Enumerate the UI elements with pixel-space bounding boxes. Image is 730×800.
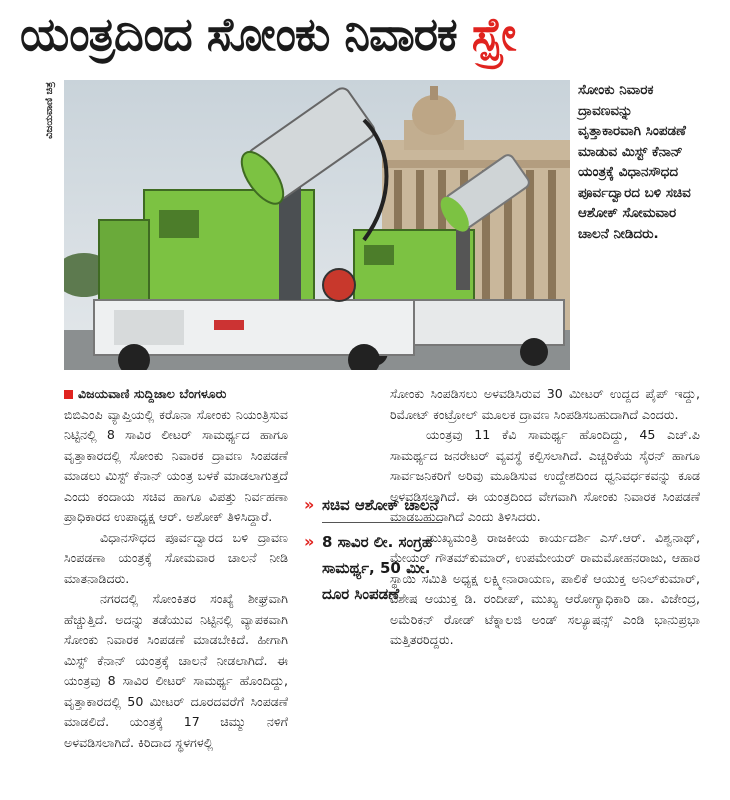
byline-marker — [64, 390, 73, 399]
paragraph: ಯಂತ್ರವು 11 ಕೆವಿ ಸಾಮರ್ಥ್ಯ ಹೊಂದಿದ್ದು, 45 ಎಚ್.ಪಿ ಸಾಮರ್ಥ್ಯದ ಜನರೇಟರ್ ವ್ಯವಸ್ಥೆ ಕಲ್ಪಿಸಲಾಗಿದೆ. ಎಚ್ಚರಿಕೆಯ ಸೈರನ್ ಹಾಗೂ ಸಾರ್ವಜನಿಕರಿಗೆ ಅರಿವು ಮೂಡಿಸುವ ಉದ್ದೇಶದಿಂದ ಧ್ವನಿವರ್ಧಕವನ್ನು ಕೂಡ ಅಳವಡಿಸಲಾಗಿದೆ. ಈ ಯಂತ್ರದಿಂದ ವೇಗವಾಗಿ ಸೋಂಕು ನಿವಾರಕ ಸಿಂಪಡಣೆ ಮಾಡಬಹುದಾಗಿದೆ ಎಂದು ತಿಳಿಸಿದರು. — [390, 427, 700, 524]
right-column — [390, 384, 700, 651]
pull-quote-text: ಸಚಿವ ಆಶೋಕ್ ಚಾಲನೆ — [322, 496, 439, 514]
paragraph: ನಗರದಲ್ಲಿ ಸೋಂಕಿತರ ಸಂಖ್ಯೆ ಶೀಘ್ರವಾಗಿ ಹೆಚ್ಚುತ್ತಿದೆ. ಅದನ್ನು ತಡೆಯುವ ನಿಟ್ಟಿನಲ್ಲಿ ವ್ಯಾಪಕವಾಗಿ ಸೋಂಕು ನಿವಾರಕ ಸಿಂಪಡಣೆ ಮಾಡಬೇಕಿದೆ. ಹೀಗಾಗಿ ಮಿಸ್ಟ್ ಕೆನಾನ್ ಯಂತ್ರಕ್ಕೆ ಚಾಲನೆ ನೀಡಲಾಗಿದೆ. ಈ ಯಂತ್ರವು 8 ಸಾವಿರ ಲೀಟರ್ ಸಾಮರ್ಥ್ಯ ಹೊಂದಿದ್ದು, ವೃತ್ತಾಕಾರದಲ್ಲಿ 50 ಮೀಟರ್ ದೂರದವರೆಗೆ ಸಿಂಪಡಣೆ ಮಾಡಲಿದೆ. ಯಂತ್ರಕ್ಕೆ 17 ಚಿಮ್ಮು ನಳಿಗೆ ಅಳವಡಿಸಲಾಗಿದೆ. ಕಿರಿದಾದ ಸ್ಥಳಗಳಲ್ಲಿ — [64, 591, 288, 750]
paragraph: ಬಿಬಿಎಂಪಿ ವ್ಯಾಪ್ತಿಯಲ್ಲಿ ಕರೊನಾ ಸೋಂಕು ನಿಯಂತ್ರಿಸುವ ನಿಟ್ಟಿನಲ್ಲಿ 8 ಸಾವಿರ ಲೀಟರ್ ಸಾಮರ್ಥ್ಯದ ಹಾಗೂ ವೃತ್ತಾಕಾರದಲ್ಲಿ ಸೋಂಕು ನಿವಾರಕ ದ್ರಾವಣ ಸಿಂಪಡಣೆ ಮಾಡಲು ಮಿಸ್ಟ್ ಕೆನಾನ್ ಯಂತ್ರ ಬಳಕೆ ಮಾಡಲಾಗುತ್ತದೆ ಎಂದು ಕಂದಾಯ ಸಚಿವ ಹಾಗೂ ವಿಪತ್ತು ನಿರ್ವಹಣಾ ಪ್ರಾಧಿಕಾರದ ಉಪಾಧ್ಯಕ್ಷ ಆರ್. ಅಶೋಕ್ ತಿಳಿಸಿದ್ದಾರೆ. — [64, 406, 288, 524]
paragraph: ವಿಧಾನಸೌಧದ ಪೂರ್ವದ್ವಾರದ ಬಳಿ ದ್ರಾವಣ ಸಿಂಪಡಣಾ ಯಂತ್ರಕ್ಕೆ ಸೋಮವಾರ ಚಾಲನೆ ನೀಡಿ ಮಾತನಾಡಿದರು. — [64, 529, 288, 586]
headline-main: ಯಂತ್ರದಿಂದ ಸೋಂಕು ನಿವಾರಕ — [20, 7, 472, 61]
headline — [20, 4, 710, 64]
photo-credit: ವಿಜಯವಾಣಿ ಚಿತ್ರ — [44, 82, 55, 139]
paragraph: ಸೋಂಕು ಸಿಂಪಡಿಸಲು ಅಳವಡಿಸಿರುವ 30 ಮೀಟರ್ ಉದ್ದದ ಪೈಪ್ ಇದ್ದು, ರಿಮೋಟ್ ಕಂಟ್ರೋಲ್ ಮೂಲಕ ದ್ರಾವಣ ಸಿಂಪಡಿಸಬಹುದಾಗಿದೆ ಎಂದರು. — [390, 386, 700, 422]
pull-quote-text: 8 ಸಾವಿರ ಲೀ. ಸಂಗ್ರಹ ಸಾಮರ್ಥ್ಯ, 50 ಮೀ. ದೂರ ಸಿಂಪಡಣೆ — [322, 533, 433, 603]
mist-cannon-trucks-illustration — [64, 80, 570, 370]
left-column — [64, 384, 288, 753]
double-chevron-icon: » — [304, 532, 315, 551]
double-chevron-icon: » — [304, 495, 315, 514]
byline-text: ವಿಜಯವಾಣಿ ಸುದ್ದಿಜಾಲ ಬೆಂಗಳೂರು — [78, 386, 227, 401]
byline — [64, 384, 288, 405]
headline-accent: ಸ್ಪ್ರೇ — [471, 7, 516, 61]
photo-caption: ಸೋಂಕು ನಿವಾರಕ ದ್ರಾವಣವನ್ನು ವೃತ್ತಾಕಾರವಾಗಿ ಸಿಂಪಡಣೆ ಮಾಡುವ ಮಿಸ್ಟ್ ಕೆನಾನ್ ಯಂತ್ರಕ್ಕೆ ವಿಧಾನಸೌಧದ ಪೂರ್ವದ್ವಾರದ ಬಳಿ ಸಚಿವ ಆಶೋಕ್ ಸೋಮವಾರ ಚಾಲನೆ ನೀಡಿದರು. — [578, 82, 691, 242]
paragraph: ಮುಖ್ಯಮಂತ್ರಿ ರಾಜಕೀಯ ಕಾರ್ಯದರ್ಶಿ ಎಸ್.ಆರ್. ವಿಶ್ವನಾಥ್, ಮೇಯರ್ ಗೌತಮ್‌ಕುಮಾರ್, ಉಪಮೇಯರ್ ರಾಮಮೋಹನರಾಜು, ಆಹಾರ ಸ್ಥಾಯಿ ಸಮಿತಿ ಅಧ್ಯಕ್ಷ ಲಕ್ಷ್ಮೀನಾರಾಯಣ, ಪಾಲಿಕೆ ಆಯುಕ್ತ ಅನಿಲ್‌ಕುಮಾರ್, ವಿಶೇಷ ಆಯುಕ್ತ ಡಿ. ರಂದೀಪ್, ಮುಖ್ಯ ಆರೋಗ್ಯಾಧಿಕಾರಿ ಡಾ. ವಿಜೇಂದ್ರ, ಅಮೆರಿಕನ್ ರೋಡ್ ಟೆಕ್ನಾಲಜಿ ಅಂಡ್ ಸಲ್ಯೂಷನ್ಸ್ ಎಂಡಿ ಭಾನುಪ್ರಭಾ ಮತ್ತಿತರರಿದ್ದರು. — [390, 529, 700, 647]
news-photo — [64, 80, 570, 370]
